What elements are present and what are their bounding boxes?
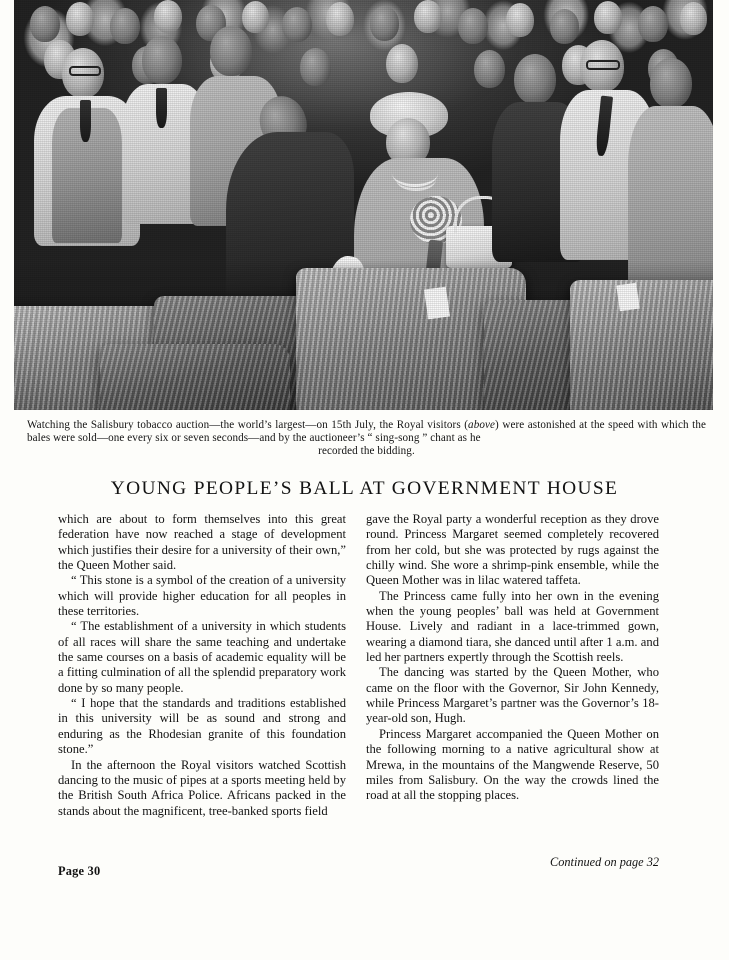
tobacco-auction-photo [14, 0, 713, 410]
caption-part-2: ) were astonished at the speed with which the bales were sold—one every six or seven seconds—and by the auctioneer’s “ sing-song ” chant as he [27, 419, 706, 445]
paragraph: The Princess came fully into her own in the evening when the young peoples’ ball was held at Government House. Lively and radiant in a lace-trimmed gown, wearing a diamond tiara, she danced until after 1 a.m. and led her partners expertly through the Scottish reels. [366, 588, 659, 665]
article-column-left [58, 512, 346, 819]
photo-vignette [14, 0, 713, 410]
paragraph: The dancing was started by the Queen Mother, who came on the floor with the Governor, Sir John Kennedy, while Princess Margaret’s partner was the Governor’s 18-year-old son, Hugh. [366, 665, 659, 726]
paragraph: Princess Margaret accompanied the Queen Mother on the following morning to a native agricultural show at Mrewa, in the mountains of the Mangwende Reserve, 50 miles from Salisbury. On the way the crowds lined the road at all the stopping places. [366, 726, 659, 803]
caption-part-1: Watching the Salisbury tobacco auction—the world’s largest—on 15th July, the Royal visitors ( [27, 419, 469, 431]
paragraph: In the afternoon the Royal visitors watched Scottish dancing to the music of pipes at a sports meeting held by the British South Africa Police. Africans packed in the stands about the magnificent, tree-banked sports field [58, 757, 346, 818]
paragraph: gave the Royal party a wonderful reception as they drove round. Princess Margaret seemed completely recovered from her cold, but she was protected by rugs against the chilly wind. She wore a shrimp-pink ensemble, while the Queen Mother was in lilac watered taffeta. [366, 512, 659, 588]
article-column-right [366, 512, 659, 804]
paragraph: “ I hope that the standards and traditions established in this university will be as sound and strong and enduring as the Rhodesian granite of this foundation stone.” [58, 696, 346, 757]
page-number: Page 30 [58, 864, 101, 878]
photo-caption [27, 419, 706, 459]
caption-last-line: recorded the bidding. [318, 445, 415, 458]
caption-above-italic: above [468, 419, 496, 431]
paragraph: which are about to form themselves into this great federation have now reached a stage of development which justifies their desire for a university of their own,” the Queen Mother said. [58, 512, 346, 573]
paragraph: “ The establishment of a university in which students of all races will share the same teaching and undertake the same courses on a basis of academic equality will be a fitting culmination of all the splendid preparatory work done by so many people. [58, 619, 346, 695]
article-headline: YOUNG PEOPLE’S BALL AT GOVERNMENT HOUSE [110, 478, 619, 499]
paragraph: “ This stone is a symbol of the creation of a university which will provide higher education for all peoples in these territories. [58, 573, 346, 619]
photo-canvas [14, 0, 713, 410]
continued-note: Continued on page 32 [550, 855, 659, 869]
